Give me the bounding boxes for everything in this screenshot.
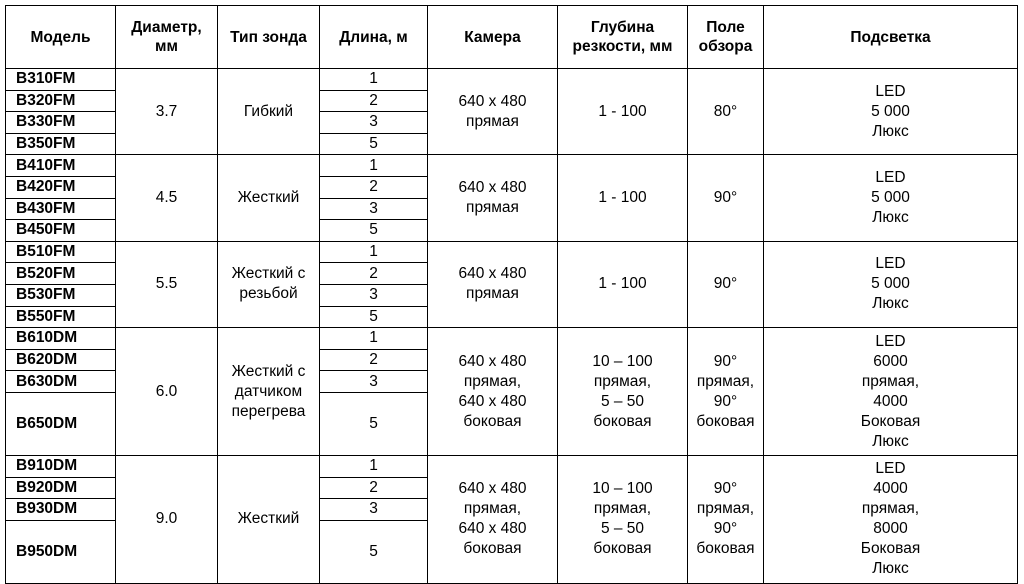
header-probe-type: Тип зонда <box>218 6 320 69</box>
camera-cell: 640 x 480 прямая, 640 x 480 боковая <box>428 328 558 456</box>
header-fov: Поле обзора <box>688 6 764 69</box>
header-model: Модель <box>6 6 116 69</box>
group-b3 <box>6 69 1018 155</box>
fov-cell: 90° прямая, 90° боковая <box>688 455 764 583</box>
camera-cell: 640 x 480 прямая <box>428 69 558 155</box>
model-cell: B510FM <box>6 241 116 263</box>
length-cell: 3 <box>320 112 428 134</box>
header-diameter: Диаметр, мм <box>116 6 218 69</box>
probe-type-cell: Жесткий с датчиком перегрева <box>218 328 320 456</box>
length-cell: 1 <box>320 455 428 477</box>
camera-cell: 640 x 480 прямая <box>428 155 558 241</box>
fov-cell: 90° <box>688 241 764 327</box>
depth-cell: 10 – 100 прямая, 5 – 50 боковая <box>558 328 688 456</box>
length-cell: 2 <box>320 263 428 285</box>
length-cell: 1 <box>320 155 428 177</box>
diameter-cell: 6.0 <box>116 328 218 456</box>
length-cell: 1 <box>320 69 428 91</box>
model-cell: B610DM <box>6 328 116 350</box>
table-row <box>6 455 1018 477</box>
length-cell: 5 <box>320 220 428 242</box>
header-camera: Камера <box>428 6 558 69</box>
model-cell: B330FM <box>6 112 116 134</box>
model-cell: B420FM <box>6 176 116 198</box>
table-row <box>6 328 1018 350</box>
probe-type-cell: Жесткий с резьбой <box>218 241 320 327</box>
length-cell: 2 <box>320 349 428 371</box>
length-cell: 5 <box>320 306 428 328</box>
model-cell: B920DM <box>6 477 116 499</box>
group-b9 <box>6 455 1018 583</box>
length-cell: 2 <box>320 176 428 198</box>
model-cell: B350FM <box>6 133 116 155</box>
length-cell: 2 <box>320 477 428 499</box>
length-cell: 1 <box>320 328 428 350</box>
length-cell: 2 <box>320 90 428 112</box>
group-b6 <box>6 328 1018 456</box>
model-cell: B520FM <box>6 263 116 285</box>
fov-cell: 90° прямая, 90° боковая <box>688 328 764 456</box>
table-row <box>6 69 1018 91</box>
model-cell: B430FM <box>6 198 116 220</box>
model-cell: B320FM <box>6 90 116 112</box>
light-cell: LED 4000 прямая, 8000 Боковая Люкс <box>764 455 1018 583</box>
light-cell: LED 5 000 Люкс <box>764 69 1018 155</box>
probe-type-cell: Жесткий <box>218 155 320 241</box>
model-cell: B650DM <box>6 392 116 455</box>
probe-type-cell: Гибкий <box>218 69 320 155</box>
diameter-cell: 9.0 <box>116 455 218 583</box>
model-cell: B410FM <box>6 155 116 177</box>
table-row <box>6 241 1018 263</box>
table-row <box>6 155 1018 177</box>
light-cell: LED 5 000 Люкс <box>764 241 1018 327</box>
header-length: Длина, м <box>320 6 428 69</box>
probe-type-cell: Жесткий <box>218 455 320 583</box>
model-cell: B450FM <box>6 220 116 242</box>
camera-cell: 640 x 480 прямая, 640 x 480 боковая <box>428 455 558 583</box>
length-cell: 3 <box>320 198 428 220</box>
model-cell: B950DM <box>6 520 116 583</box>
fov-cell: 80° <box>688 69 764 155</box>
model-cell: B310FM <box>6 69 116 91</box>
header-depth: Глубина резкости, мм <box>558 6 688 69</box>
depth-cell: 10 – 100 прямая, 5 – 50 боковая <box>558 455 688 583</box>
length-cell: 3 <box>320 499 428 521</box>
model-cell: B530FM <box>6 284 116 306</box>
light-cell: LED 5 000 Люкс <box>764 155 1018 241</box>
length-cell: 5 <box>320 133 428 155</box>
diameter-cell: 3.7 <box>116 69 218 155</box>
length-cell: 1 <box>320 241 428 263</box>
length-cell: 5 <box>320 392 428 455</box>
model-cell: B930DM <box>6 499 116 521</box>
diameter-cell: 5.5 <box>116 241 218 327</box>
depth-cell: 1 - 100 <box>558 241 688 327</box>
fov-cell: 90° <box>688 155 764 241</box>
spec-table <box>5 5 1018 584</box>
group-b5 <box>6 241 1018 327</box>
model-cell: B630DM <box>6 371 116 393</box>
camera-cell: 640 x 480 прямая <box>428 241 558 327</box>
header-light: Подсветка <box>764 6 1018 69</box>
depth-cell: 1 - 100 <box>558 155 688 241</box>
depth-cell: 1 - 100 <box>558 69 688 155</box>
model-cell: B910DM <box>6 455 116 477</box>
diameter-cell: 4.5 <box>116 155 218 241</box>
light-cell: LED 6000 прямая, 4000 Боковая Люкс <box>764 328 1018 456</box>
model-cell: B550FM <box>6 306 116 328</box>
length-cell: 5 <box>320 520 428 583</box>
header-row <box>6 6 1018 69</box>
length-cell: 3 <box>320 284 428 306</box>
model-cell: B620DM <box>6 349 116 371</box>
group-b4 <box>6 155 1018 241</box>
length-cell: 3 <box>320 371 428 393</box>
